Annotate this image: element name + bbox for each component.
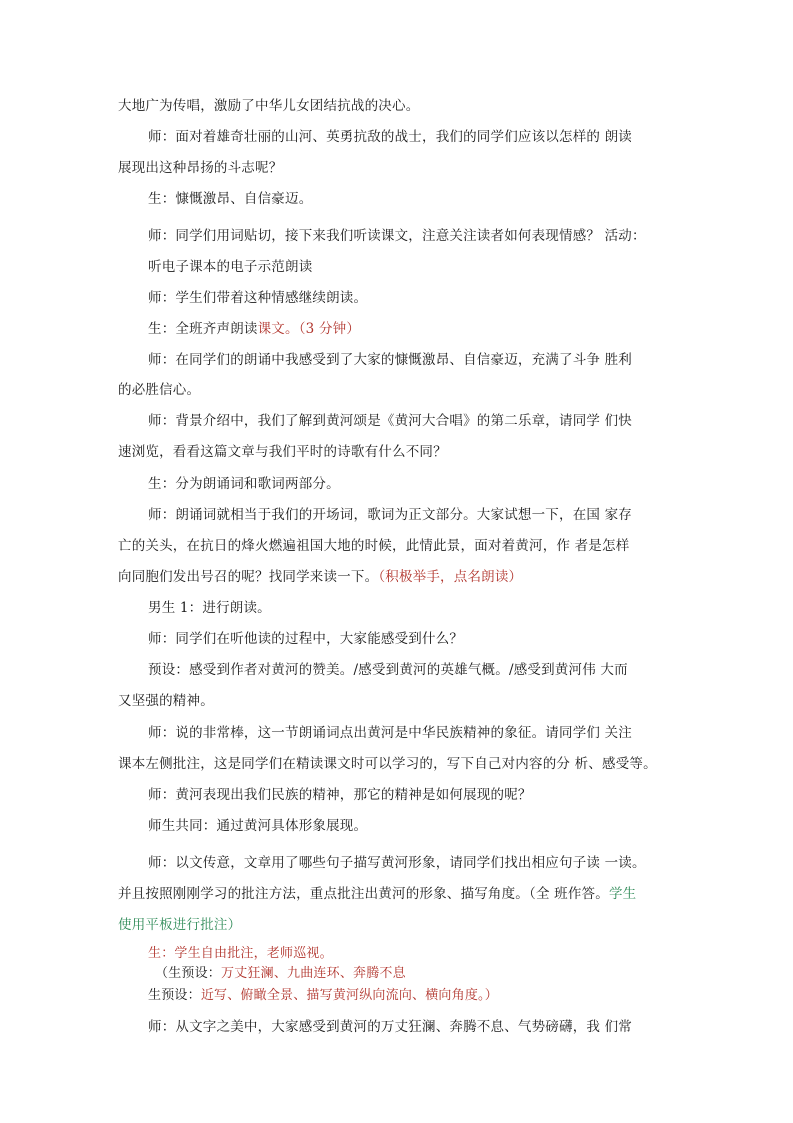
line-10: 的必胜信心。 [118,382,201,398]
line-20: 又坚强的精神。 [118,693,214,709]
line-3: 展现出这种昂扬的斗志呢？ [118,160,283,176]
line-8: 生：全班齐声朗读课文。（3 分钟） [148,321,361,337]
line-16: 向同胞们发出号召的呢？找同学来读一下。（积极举手，点名朗读） [118,569,523,585]
line-26: 并且按照刚刚学习的批注方法，重点批注出黄河的形象、描写角度。（全 班作答。学生 [118,886,637,902]
line-11: 师：背景介绍中，我们了解到黄河颂是《黄河大合唱》的第二乐章，请同学 们快 [148,413,632,429]
line-30: 生预设：近写、俯瞰全景、描写黄河纵向流向、横向角度。） [148,988,498,1003]
line-13: 生：分为朗诵词和歌词两部分。 [148,476,340,492]
line-27: 使用平板进行批注） [118,917,242,933]
line-17: 男生 1：进行朗读。 [148,600,271,616]
line-22: 课本左侧批注，这是同学们在精读课文时可以学习的，写下自己对内容的分 析、感受等。 [118,756,657,772]
line-4: 生：慷慨激昂、自信豪迈。 [148,191,313,207]
line-7: 师：学生们带着这种情感继续朗读。 [148,290,368,306]
line-19: 预设：感受到作者对黄河的赞美。/感受到黄河的英雄气概。/感受到黄河伟 大而 [148,662,628,678]
line-2: 师：面对着雄奇壮丽的山河、英勇抗敌的战士，我们的同学们应该以怎样的 朗读 [148,129,632,145]
line-12: 速浏览，看看这篇文章与我们平时的诗歌有什么不同？ [118,444,447,460]
line-15: 亡的关头，在抗日的烽火燃遍祖国大地的时候，此情此景，面对着黄河，作 者是怎样 [118,538,630,554]
line-31: 师：从文字之美中，大家感受到黄河的万丈狂澜、奔腾不息、气势磅礴，我 们常 [148,1019,632,1035]
line-5: 师：同学们用词贴切，接下来我们听读课文，注意关注读者如何表现情感？ 活动： [148,228,646,244]
line-21: 师：说的非常棒，这一节朗诵词点出黄河是中华民族精神的象征。请同学们 关注 [148,725,632,741]
line-9: 师：在同学们的朗诵中我感受到了大家的慷慨激昂、自信豪迈，充满了斗争 胜利 [148,352,632,368]
line-14: 师：朗诵词就相当于我们的开场词，歌词为正文部分。大家试想一下，在国 家存 [148,507,632,523]
line-24: 师生共同：通过黄河具体形象展现。 [148,818,368,834]
line-1: 大地广为传唱，激励了中华儿女团结抗战的决心。 [118,98,420,114]
line-28: 生：学生自由批注，老师巡视。 [148,946,333,961]
line-25: 师：以文传意，文章用了哪些句子描写黄河形象，请同学们找出相应句子读 一读。 [148,855,646,871]
line-23: 师：黄河表现出我们民族的精神，那它的精神是如何展现的呢？ [148,787,532,803]
line-29: （生预设：万丈狂澜、九曲连环、奔腾不息 [155,966,406,981]
line-6: 听电子课本的电子示范朗读 [148,259,313,275]
line-18: 师：同学们在听他读的过程中，大家能感受到什么？ [148,631,464,647]
